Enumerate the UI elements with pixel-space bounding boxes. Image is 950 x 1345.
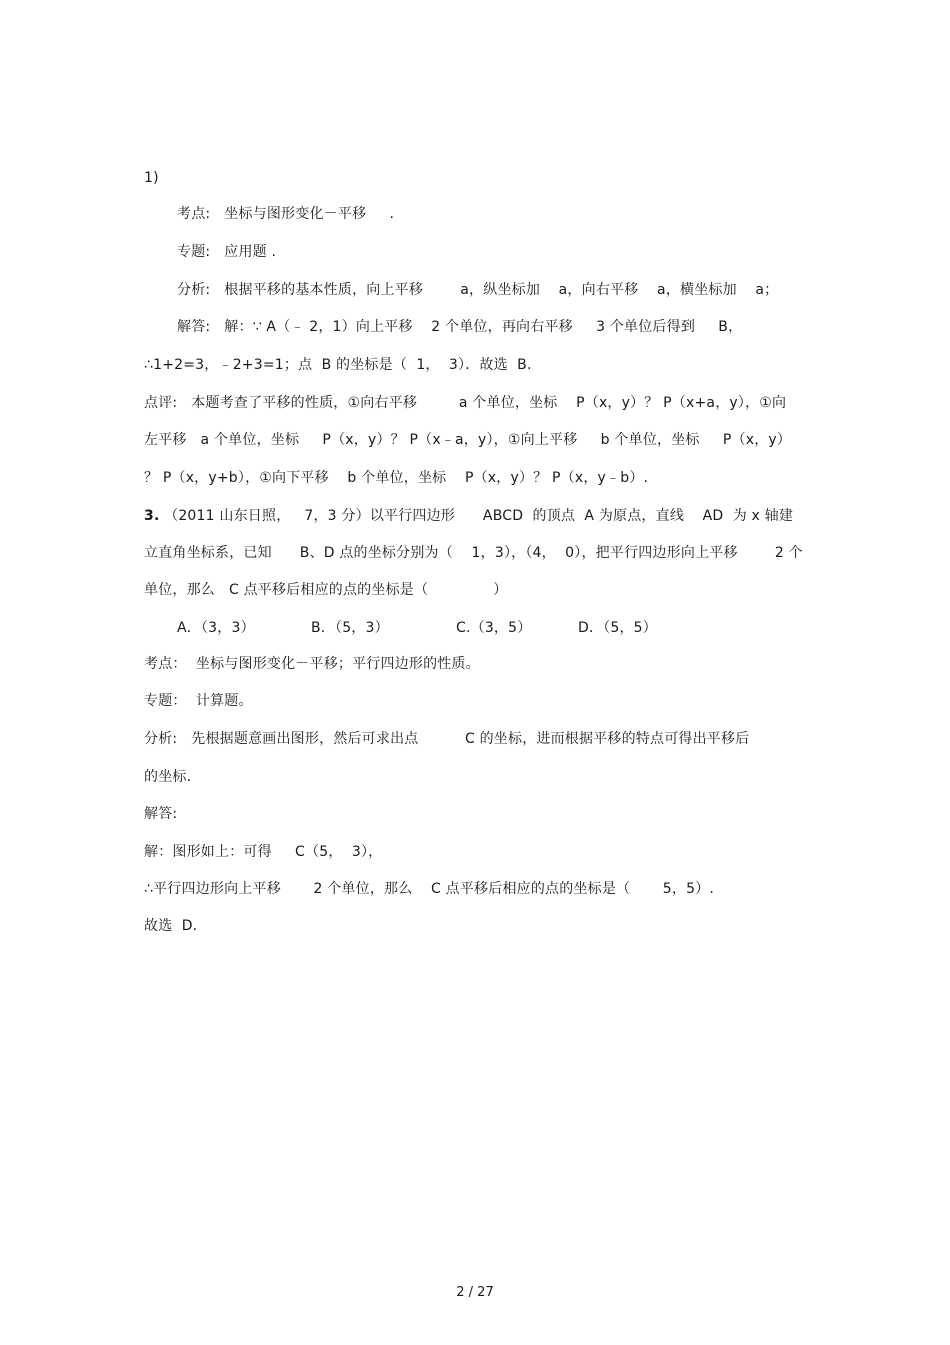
solution-kaodian: 考点： 坐标与图形变化－平移；平行四边形的性质。 <box>144 656 480 672</box>
solution-fenxi-line-1: 分析: 先根据题意画出图形，然后可求出点 C 的坐标，进而根据平移的特点可得出平移后 <box>144 731 750 747</box>
prev-kaodian: 考点: 坐标与图形变化－平移 . <box>177 206 395 222</box>
question-line-2: 立直角坐标系，已知 B、D 点的坐标分别为（ 1，3），（4， 0），把平行四边形向上平移 2 个 <box>144 545 803 561</box>
option-d: D．（5，5） <box>578 620 657 636</box>
solution-fenxi-line-2: 的坐标. <box>144 769 192 785</box>
prev-dianping-line-1: 点评: 本题考查了平移的性质，①向右平移 a 个单位，坐标 P（x，y）？ P（x+a，y），①向 <box>144 395 787 411</box>
option-a: A．（3，3） <box>177 620 255 636</box>
solution-therefore: ∴平行四边形向上平移 2 个单位，那么 C 点平移后相应的点的坐标是（ 5，5）. <box>144 881 715 897</box>
solution-zhuanti: 专题： 计算题。 <box>144 693 253 709</box>
prev-zhuanti: 专题: 应用题 . <box>177 244 277 260</box>
question-line-1 <box>144 506 793 526</box>
solution-jie: 解：图形如上：可得 C（5， 3）， <box>144 844 383 860</box>
question-text-1: （2011 山东日照， 7，3 分）以平行四边形 ABCD 的顶点 A 为原点，直线 AD 为 x 轴建 <box>159 508 794 524</box>
page-number: 2 / 27 <box>456 1285 494 1300</box>
option-c: C.（3，5） <box>456 620 532 636</box>
prev-dianping-line-2: 左平移 a 个单位，坐标 P（x，y）？ P（x﹣a，y），①向上平移 b 个单位，坐标 P（x，y） <box>144 432 792 448</box>
solution-jieda-label: 解答: <box>144 806 178 822</box>
question-number: 3. <box>144 508 160 524</box>
prev-fenxi: 分析: 根据平移的基本性质，向上平移 a，纵坐标加 a，向右平移 a，横坐标加 a； <box>177 282 779 298</box>
prev-jieda: 解答: 解：∵ A（﹣ 2，1）向上平移 2 个单位，再向右平移 3 个单位后得到 B， <box>177 319 743 335</box>
option-b: B．（5，3） <box>311 620 389 636</box>
prev-dianping-line-3: ？ P（x，y+b），①向下平移 b 个单位，坐标 P（x，y）？ P（x，y﹣b）. <box>144 470 649 486</box>
prev-answer-tail: 1) <box>144 170 159 186</box>
solution-answer: 故选 D． <box>144 918 207 934</box>
question-line-3: 单位，那么 C 点平移后相应的点的坐标是（ ） <box>144 582 508 598</box>
prev-conclusion: ∴1+2=3，﹣2+3=1；点 B 的坐标是（ 1， 3）．故选 B. <box>144 357 532 373</box>
